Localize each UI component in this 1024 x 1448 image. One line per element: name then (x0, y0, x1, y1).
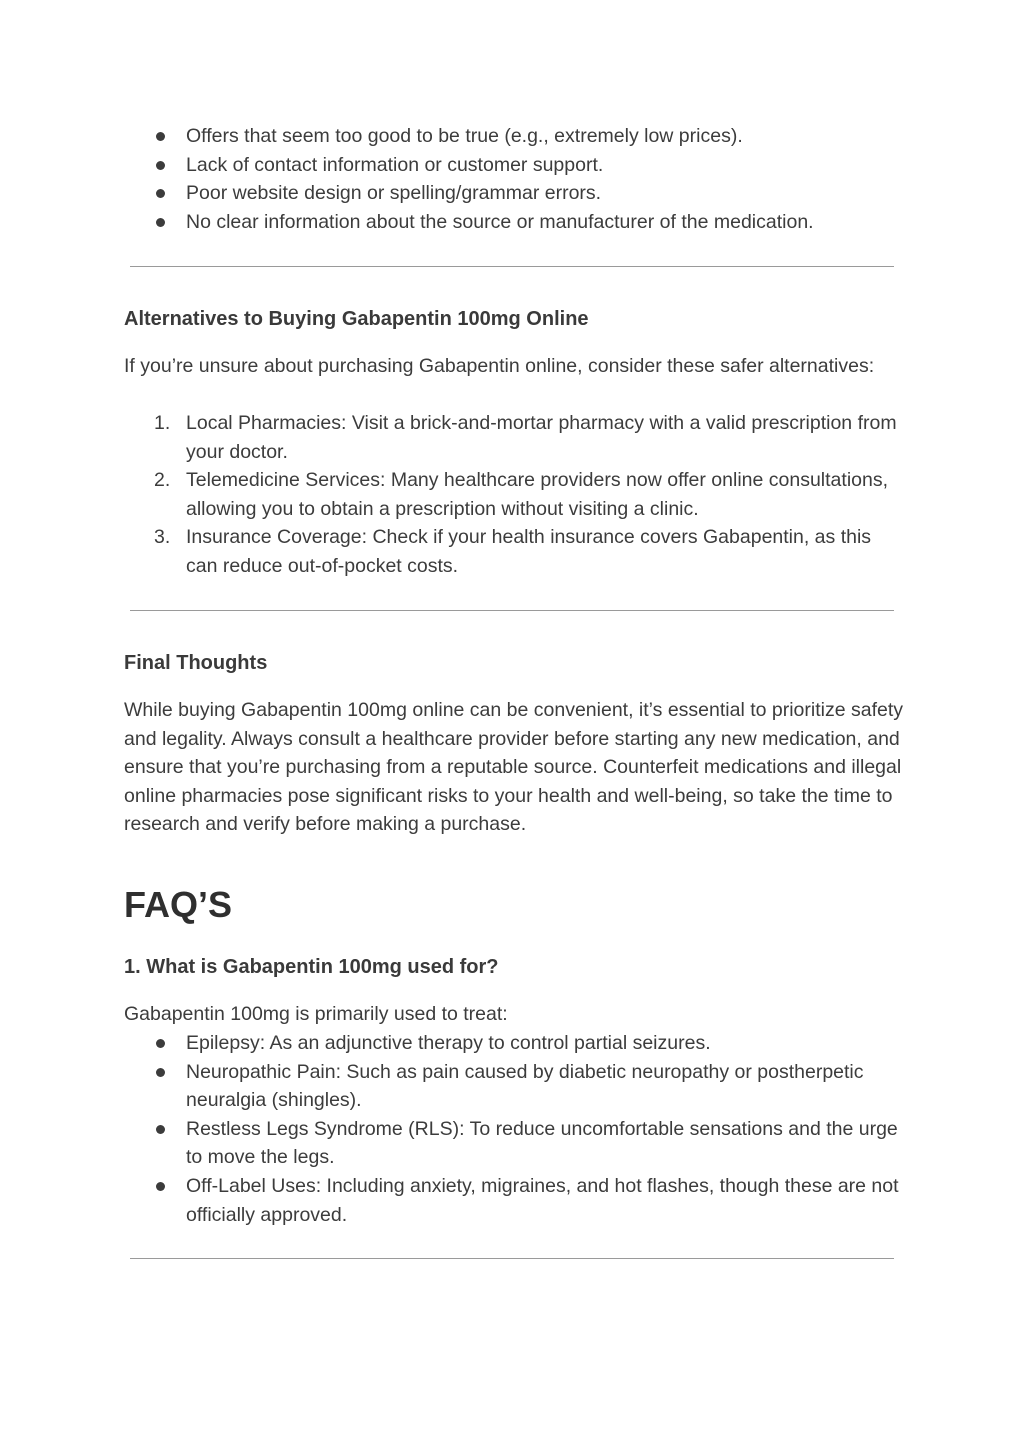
bullet-icon (156, 132, 165, 141)
alternatives-list (124, 409, 904, 581)
alternatives-heading: Alternatives to Buying Gabapentin 100mg Online (124, 308, 589, 330)
list-item: Epilepsy: As an adjunctive therapy to control partial seizures. (124, 1029, 904, 1058)
bullet-icon (156, 1182, 165, 1191)
faq-uses-list (124, 1029, 904, 1229)
bullet-icon (156, 1068, 165, 1077)
bullet-icon (156, 218, 165, 227)
list-item: Neuropathic Pain: Such as pain caused by diabetic neuropathy or postherpetic neuralgia (shingles). (124, 1058, 904, 1115)
horizontal-divider (130, 266, 894, 267)
list-item: 3. Insurance Coverage: Check if your health insurance covers Gabapentin, as this can reduce out-of-pocket costs. (154, 526, 872, 577)
alternatives-intro: If you’re unsure about purchasing Gabapentin online, consider these safer alternatives: (124, 355, 875, 377)
list-item: Poor website design or spelling/grammar errors. (124, 179, 904, 208)
faq-title: FAQ’S (124, 884, 233, 925)
bullet-icon (156, 1039, 165, 1048)
final-thoughts-heading: Final Thoughts (124, 652, 268, 674)
faq-answer-intro: Gabapentin 100mg is primarily used to treat: (124, 1003, 508, 1025)
list-item: 2. Telemedicine Services: Many healthcare providers now offer online consultations, allowing you to obtain a prescription without visiting a clinic. (154, 469, 889, 520)
bullet-icon (156, 1125, 165, 1134)
horizontal-divider (130, 1258, 894, 1259)
list-item: 1. Local Pharmacies: Visit a brick-and-mortar pharmacy with a valid prescription from your doctor. (154, 412, 897, 463)
list-item: Lack of contact information or customer support. (124, 151, 904, 180)
list-item: Off-Label Uses: Including anxiety, migraines, and hot flashes, though these are not officially approved. (124, 1172, 904, 1229)
list-item: Restless Legs Syndrome (RLS): To reduce uncomfortable sensations and the urge to move the legs. (124, 1115, 904, 1172)
faq-question-1: 1. What is Gabapentin 100mg used for? (124, 956, 499, 978)
list-item: No clear information about the source or manufacturer of the medication. (124, 208, 904, 237)
warning-signs-list (124, 122, 904, 236)
bullet-icon (156, 189, 165, 198)
list-item: Offers that seem too good to be true (e.g., extremely low prices). (124, 122, 904, 151)
final-thoughts-body: While buying Gabapentin 100mg online can be convenient, it’s essential to prioritize safety and legality. Always consult a healthcare provider before starting any new medication, and ensure that you’re purchasing from a reputable source. Counterfeit medications and illegal online pharmacies pose significant risks to your health and well-being, so take the time to research and verify before making a purchase. (124, 699, 904, 836)
bullet-icon (156, 161, 165, 170)
horizontal-divider (130, 610, 894, 611)
